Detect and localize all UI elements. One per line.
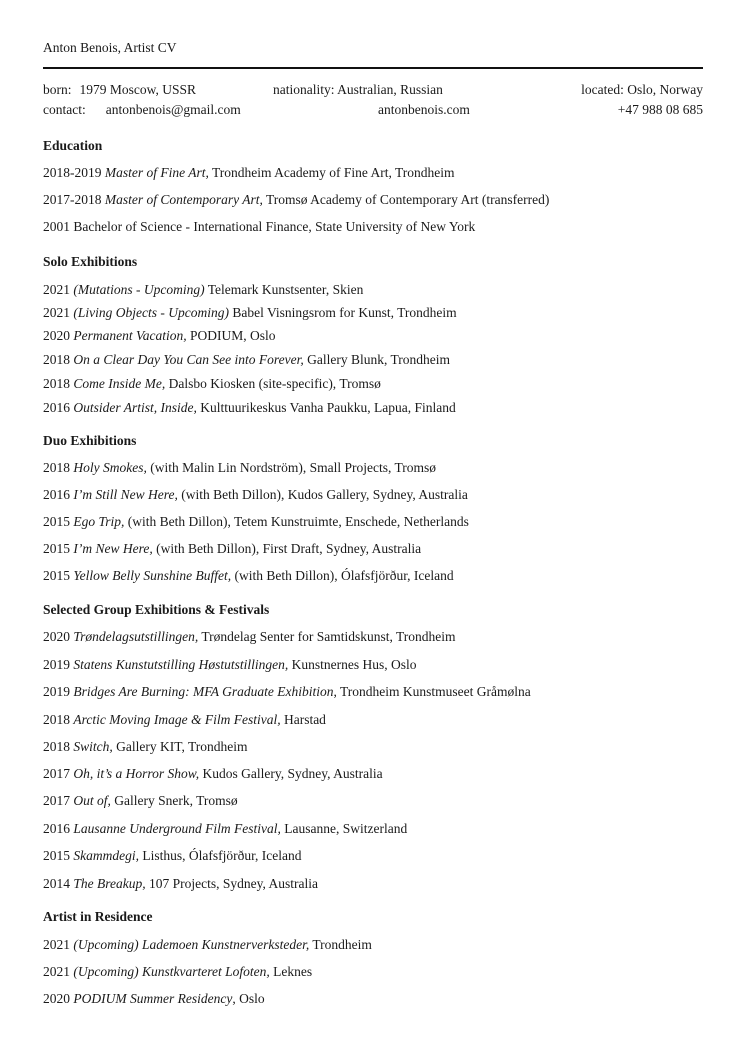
list-item: 2014 The Breakup, 107 Projects, Sydney, Australia: [43, 876, 318, 891]
list-item: 2015 Yellow Belly Sunshine Buffet, (with Beth Dillon), Ólafsfjörður, Iceland: [43, 568, 454, 583]
section-title-solo: Solo Exhibitions: [43, 254, 138, 269]
list-item: 2015 I’m New Here, (with Beth Dillon), First Draft, Sydney, Australia: [43, 541, 422, 556]
list-item: 2016 Outsider Artist, Inside, Kulttuurikeskus Vanha Paukku, Lapua, Finland: [43, 400, 456, 415]
email-link[interactable]: antonbenois@gmail.com: [105, 102, 241, 117]
website-link[interactable]: antonbenois.com: [378, 102, 470, 117]
section-title-residence: Artist in Residence: [43, 909, 153, 924]
list-item: 2018 Switch, Gallery KIT, Trondheim: [43, 739, 248, 754]
info-row-2: [43, 102, 703, 120]
list-item: 2017-2018 Master of Contemporary Art, Tromsø Academy of Contemporary Art (transferred): [43, 192, 550, 207]
list-item: 2021 (Living Objects - Upcoming) Babel Visningsrom for Kunst, Trondheim: [43, 305, 457, 320]
list-item: 2019 Bridges Are Burning: MFA Graduate Exhibition, Trondheim Kunstmuseet Gråmølna: [43, 684, 531, 699]
list-item: 2020 Permanent Vacation, PODIUM, Oslo: [43, 328, 276, 343]
list-item: 2018 On a Clear Day You Can See into Forever, Gallery Blunk, Trondheim: [43, 352, 450, 367]
born-field: [43, 82, 196, 98]
section-title-education: Education: [43, 138, 103, 153]
located-label: located:: [581, 82, 624, 97]
list-item: 2018 Arctic Moving Image & Film Festival, Harstad: [43, 712, 326, 727]
list-item: 2018 Come Inside Me, Dalsbo Kiosken (site-specific), Tromsø: [43, 376, 381, 391]
list-item: 2019 Statens Kunstutstilling Høstutstillingen, Kunstnernes Hus, Oslo: [43, 657, 417, 672]
born-label: born:: [43, 82, 72, 97]
list-item: 2018-2019 Master of Fine Art, Trondheim Academy of Fine Art, Trondheim: [43, 165, 455, 180]
nationality-field: [273, 82, 443, 98]
located-value: Oslo, Norway: [627, 82, 703, 97]
list-item: 2020 PODIUM Summer Residency, Oslo: [43, 991, 265, 1006]
list-item: 2018 Holy Smokes, (with Malin Lin Nordström), Small Projects, Tromsø: [43, 460, 436, 475]
list-item: 2021 (Upcoming) Kunstkvarteret Lofoten, Leknes: [43, 964, 313, 979]
section-title-duo: Duo Exhibitions: [43, 433, 137, 448]
list-item: 2017 Out of, Gallery Snerk, Tromsø: [43, 793, 238, 808]
header-divider: [43, 67, 703, 69]
list-item: 2017 Oh, it’s a Horror Show, Kudos Gallery, Sydney, Australia: [43, 766, 383, 781]
list-item: 2015 Skammdegi, Listhus, Ólafsfjörður, Iceland: [43, 848, 302, 863]
list-item: 2016 I’m Still New Here, (with Beth Dillon), Kudos Gallery, Sydney, Australia: [43, 487, 468, 502]
info-row-1: [43, 82, 703, 100]
nationality-label: nationality:: [273, 82, 335, 97]
contact-label: contact:: [43, 102, 86, 117]
nationality-value: Australian, Russian: [337, 82, 443, 97]
located-field: [581, 82, 703, 98]
list-item: 2020 Trøndelagsutstillingen, Trøndelag Senter for Samtidskunst, Trondheim: [43, 629, 456, 644]
phone-number: +47 988 08 685: [617, 102, 703, 117]
document-title: Anton Benois, Artist CV: [43, 40, 177, 55]
contact-field: [43, 102, 241, 118]
list-item: 2021 (Upcoming) Lademoen Kunstnerverksteder, Trondheim: [43, 937, 372, 952]
list-item: 2016 Lausanne Underground Film Festival, Lausanne, Switzerland: [43, 821, 408, 836]
list-item: 2001 Bachelor of Science - International Finance, State University of New York: [43, 219, 476, 234]
list-item: 2021 (Mutations - Upcoming) Telemark Kunstsenter, Skien: [43, 282, 364, 297]
list-item: 2015 Ego Trip, (with Beth Dillon), Tetem Kunstruimte, Enschede, Netherlands: [43, 514, 469, 529]
section-title-group: Selected Group Exhibitions & Festivals: [43, 602, 270, 617]
born-value: 1979 Moscow, USSR: [79, 82, 197, 97]
